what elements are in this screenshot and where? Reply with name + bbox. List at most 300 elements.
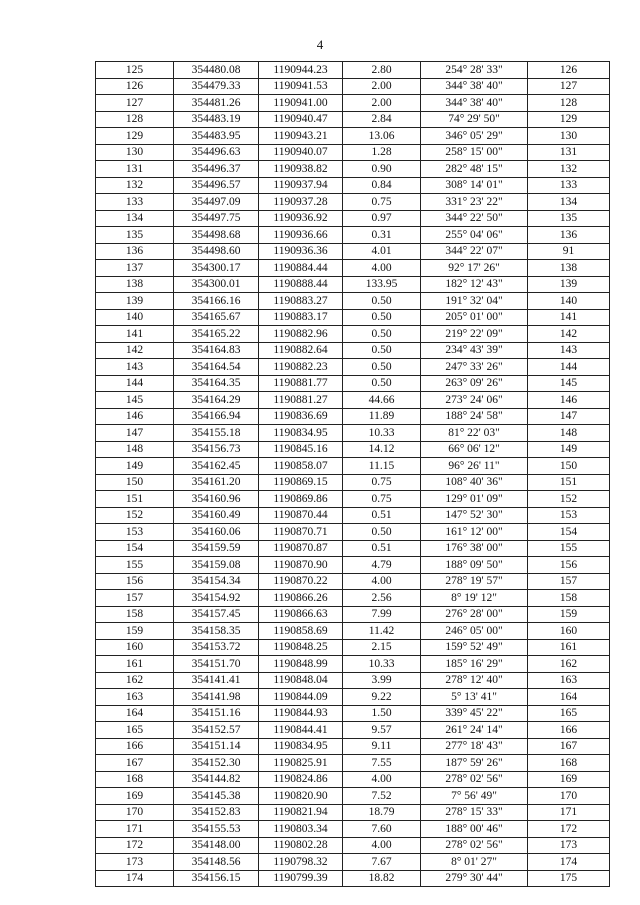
bearing-cell: 185° 16' 29" xyxy=(421,656,528,673)
next-point-cell: 166 xyxy=(528,722,610,739)
x-coordinate-cell: 354157.45 xyxy=(174,606,259,623)
point-number-cell: 149 xyxy=(96,458,174,475)
next-point-cell: 172 xyxy=(528,821,610,838)
bearing-cell: 96° 26' 11" xyxy=(421,458,528,475)
table-row xyxy=(96,573,610,590)
point-number-cell: 145 xyxy=(96,392,174,409)
x-coordinate-cell: 354154.92 xyxy=(174,590,259,607)
x-coordinate-cell: 354496.37 xyxy=(174,161,259,178)
bearing-cell: 344° 38' 40" xyxy=(421,95,528,112)
table-row xyxy=(96,870,610,887)
y-coordinate-cell: 1190799.39 xyxy=(259,870,343,887)
y-coordinate-cell: 1190866.63 xyxy=(259,606,343,623)
bearing-cell: 346° 05' 29" xyxy=(421,128,528,145)
y-coordinate-cell: 1190881.27 xyxy=(259,392,343,409)
next-point-cell: 132 xyxy=(528,161,610,178)
y-coordinate-cell: 1190825.91 xyxy=(259,755,343,772)
bearing-cell: 246° 05' 00" xyxy=(421,623,528,640)
point-number-cell: 142 xyxy=(96,342,174,359)
distance-cell: 18.79 xyxy=(343,804,421,821)
next-point-cell: 150 xyxy=(528,458,610,475)
bearing-cell: 277° 18' 43" xyxy=(421,738,528,755)
x-coordinate-cell: 354161.20 xyxy=(174,474,259,491)
bearing-cell: 129° 01' 09" xyxy=(421,491,528,508)
distance-cell: 4.79 xyxy=(343,557,421,574)
distance-cell: 0.51 xyxy=(343,507,421,524)
point-number-cell: 133 xyxy=(96,194,174,211)
point-number-cell: 162 xyxy=(96,672,174,689)
x-coordinate-cell: 354153.72 xyxy=(174,639,259,656)
y-coordinate-cell: 1190940.47 xyxy=(259,111,343,128)
y-coordinate-cell: 1190882.64 xyxy=(259,342,343,359)
point-number-cell: 141 xyxy=(96,326,174,343)
x-coordinate-cell: 354156.15 xyxy=(174,870,259,887)
next-point-cell: 126 xyxy=(528,62,610,79)
point-number-cell: 144 xyxy=(96,375,174,392)
next-point-cell: 158 xyxy=(528,590,610,607)
table-row xyxy=(96,458,610,475)
x-coordinate-cell: 354151.14 xyxy=(174,738,259,755)
next-point-cell: 145 xyxy=(528,375,610,392)
next-point-cell: 128 xyxy=(528,95,610,112)
next-point-cell: 136 xyxy=(528,227,610,244)
distance-cell: 2.15 xyxy=(343,639,421,656)
table-row xyxy=(96,606,610,623)
y-coordinate-cell: 1190882.96 xyxy=(259,326,343,343)
table-row xyxy=(96,722,610,739)
distance-cell: 0.50 xyxy=(343,342,421,359)
table-row xyxy=(96,111,610,128)
bearing-cell: 191° 32' 04" xyxy=(421,293,528,310)
y-coordinate-cell: 1190803.34 xyxy=(259,821,343,838)
y-coordinate-cell: 1190941.53 xyxy=(259,78,343,95)
bearing-cell: 187° 59' 26" xyxy=(421,755,528,772)
next-point-cell: 133 xyxy=(528,177,610,194)
next-point-cell: 152 xyxy=(528,491,610,508)
x-coordinate-cell: 354159.08 xyxy=(174,557,259,574)
bearing-cell: 188° 09' 50" xyxy=(421,557,528,574)
distance-cell: 4.00 xyxy=(343,260,421,277)
table-row xyxy=(96,392,610,409)
table-row xyxy=(96,326,610,343)
bearing-cell: 108° 40' 36" xyxy=(421,474,528,491)
bearing-cell: 219° 22' 09" xyxy=(421,326,528,343)
table-row xyxy=(96,821,610,838)
next-point-cell: 171 xyxy=(528,804,610,821)
distance-cell: 2.00 xyxy=(343,95,421,112)
distance-cell: 4.01 xyxy=(343,243,421,260)
table-row xyxy=(96,161,610,178)
point-number-cell: 134 xyxy=(96,210,174,227)
distance-cell: 18.82 xyxy=(343,870,421,887)
x-coordinate-cell: 354160.96 xyxy=(174,491,259,508)
x-coordinate-cell: 354148.56 xyxy=(174,854,259,871)
distance-cell: 0.50 xyxy=(343,309,421,326)
next-point-cell: 91 xyxy=(528,243,610,260)
table-row xyxy=(96,738,610,755)
bearing-cell: 147° 52' 30" xyxy=(421,507,528,524)
table-row xyxy=(96,276,610,293)
x-coordinate-cell: 354496.57 xyxy=(174,177,259,194)
next-point-cell: 173 xyxy=(528,837,610,854)
point-number-cell: 127 xyxy=(96,95,174,112)
distance-cell: 1.50 xyxy=(343,705,421,722)
x-coordinate-cell: 354480.08 xyxy=(174,62,259,79)
next-point-cell: 134 xyxy=(528,194,610,211)
point-number-cell: 154 xyxy=(96,540,174,557)
next-point-cell: 143 xyxy=(528,342,610,359)
point-number-cell: 151 xyxy=(96,491,174,508)
y-coordinate-cell: 1190844.41 xyxy=(259,722,343,739)
point-number-cell: 159 xyxy=(96,623,174,640)
next-point-cell: 169 xyxy=(528,771,610,788)
distance-cell: 0.50 xyxy=(343,524,421,541)
table-row xyxy=(96,771,610,788)
table-row xyxy=(96,590,610,607)
y-coordinate-cell: 1190858.07 xyxy=(259,458,343,475)
bearing-cell: 188° 24' 58" xyxy=(421,408,528,425)
distance-cell: 13.06 xyxy=(343,128,421,145)
point-number-cell: 168 xyxy=(96,771,174,788)
point-number-cell: 173 xyxy=(96,854,174,871)
distance-cell: 0.31 xyxy=(343,227,421,244)
x-coordinate-cell: 354151.16 xyxy=(174,705,259,722)
y-coordinate-cell: 1190882.23 xyxy=(259,359,343,376)
next-point-cell: 130 xyxy=(528,128,610,145)
y-coordinate-cell: 1190824.86 xyxy=(259,771,343,788)
next-point-cell: 157 xyxy=(528,573,610,590)
point-number-cell: 140 xyxy=(96,309,174,326)
distance-cell: 4.00 xyxy=(343,837,421,854)
x-coordinate-cell: 354483.19 xyxy=(174,111,259,128)
table-row xyxy=(96,95,610,112)
x-coordinate-cell: 354141.98 xyxy=(174,689,259,706)
table-row xyxy=(96,623,610,640)
next-point-cell: 151 xyxy=(528,474,610,491)
distance-cell: 7.67 xyxy=(343,854,421,871)
x-coordinate-cell: 354497.09 xyxy=(174,194,259,211)
distance-cell: 0.50 xyxy=(343,293,421,310)
next-point-cell: 161 xyxy=(528,639,610,656)
x-coordinate-cell: 354162.45 xyxy=(174,458,259,475)
coordinates-table-body xyxy=(96,62,610,887)
x-coordinate-cell: 354145.38 xyxy=(174,788,259,805)
point-number-cell: 165 xyxy=(96,722,174,739)
distance-cell: 9.22 xyxy=(343,689,421,706)
bearing-cell: 344° 38' 40" xyxy=(421,78,528,95)
next-point-cell: 154 xyxy=(528,524,610,541)
point-number-cell: 146 xyxy=(96,408,174,425)
y-coordinate-cell: 1190870.22 xyxy=(259,573,343,590)
distance-cell: 11.42 xyxy=(343,623,421,640)
bearing-cell: 278° 02' 56" xyxy=(421,771,528,788)
x-coordinate-cell: 354160.49 xyxy=(174,507,259,524)
bearing-cell: 278° 12' 40" xyxy=(421,672,528,689)
bearing-cell: 344° 22' 07" xyxy=(421,243,528,260)
x-coordinate-cell: 354164.35 xyxy=(174,375,259,392)
y-coordinate-cell: 1190936.92 xyxy=(259,210,343,227)
bearing-cell: 331° 23' 22" xyxy=(421,194,528,211)
point-number-cell: 164 xyxy=(96,705,174,722)
distance-cell: 1.28 xyxy=(343,144,421,161)
y-coordinate-cell: 1190938.82 xyxy=(259,161,343,178)
bearing-cell: 5° 13' 41" xyxy=(421,689,528,706)
distance-cell: 133.95 xyxy=(343,276,421,293)
next-point-cell: 164 xyxy=(528,689,610,706)
distance-cell: 14.12 xyxy=(343,441,421,458)
x-coordinate-cell: 354300.01 xyxy=(174,276,259,293)
point-number-cell: 125 xyxy=(96,62,174,79)
distance-cell: 7.60 xyxy=(343,821,421,838)
next-point-cell: 142 xyxy=(528,326,610,343)
y-coordinate-cell: 1190940.07 xyxy=(259,144,343,161)
y-coordinate-cell: 1190834.95 xyxy=(259,738,343,755)
point-number-cell: 174 xyxy=(96,870,174,887)
next-point-cell: 170 xyxy=(528,788,610,805)
table-row xyxy=(96,804,610,821)
distance-cell: 3.99 xyxy=(343,672,421,689)
distance-cell: 7.99 xyxy=(343,606,421,623)
distance-cell: 2.80 xyxy=(343,62,421,79)
next-point-cell: 139 xyxy=(528,276,610,293)
next-point-cell: 163 xyxy=(528,672,610,689)
x-coordinate-cell: 354166.94 xyxy=(174,408,259,425)
y-coordinate-cell: 1190941.00 xyxy=(259,95,343,112)
distance-cell: 0.50 xyxy=(343,326,421,343)
point-number-cell: 153 xyxy=(96,524,174,541)
point-number-cell: 156 xyxy=(96,573,174,590)
table-row xyxy=(96,210,610,227)
bearing-cell: 8° 19' 12" xyxy=(421,590,528,607)
bearing-cell: 8° 01' 27" xyxy=(421,854,528,871)
table-row xyxy=(96,309,610,326)
x-coordinate-cell: 354165.67 xyxy=(174,309,259,326)
point-number-cell: 135 xyxy=(96,227,174,244)
point-number-cell: 130 xyxy=(96,144,174,161)
coordinates-table xyxy=(95,61,610,887)
bearing-cell: 278° 19' 57" xyxy=(421,573,528,590)
next-point-cell: 174 xyxy=(528,854,610,871)
point-number-cell: 170 xyxy=(96,804,174,821)
next-point-cell: 175 xyxy=(528,870,610,887)
x-coordinate-cell: 354155.18 xyxy=(174,425,259,442)
bearing-cell: 263° 09' 26" xyxy=(421,375,528,392)
next-point-cell: 131 xyxy=(528,144,610,161)
page-number: 4 xyxy=(316,37,324,52)
table-row xyxy=(96,672,610,689)
point-number-cell: 171 xyxy=(96,821,174,838)
bearing-cell: 278° 02' 56" xyxy=(421,837,528,854)
x-coordinate-cell: 354154.34 xyxy=(174,573,259,590)
y-coordinate-cell: 1190844.09 xyxy=(259,689,343,706)
x-coordinate-cell: 354160.06 xyxy=(174,524,259,541)
table-row xyxy=(96,837,610,854)
distance-cell: 44.66 xyxy=(343,392,421,409)
table-row xyxy=(96,408,610,425)
point-number-cell: 155 xyxy=(96,557,174,574)
x-coordinate-cell: 354164.83 xyxy=(174,342,259,359)
x-coordinate-cell: 354498.60 xyxy=(174,243,259,260)
distance-cell: 0.75 xyxy=(343,194,421,211)
point-number-cell: 128 xyxy=(96,111,174,128)
bearing-cell: 81° 22' 03" xyxy=(421,425,528,442)
next-point-cell: 162 xyxy=(528,656,610,673)
point-number-cell: 152 xyxy=(96,507,174,524)
x-coordinate-cell: 354141.41 xyxy=(174,672,259,689)
y-coordinate-cell: 1190834.95 xyxy=(259,425,343,442)
table-row xyxy=(96,656,610,673)
distance-cell: 10.33 xyxy=(343,656,421,673)
y-coordinate-cell: 1190883.27 xyxy=(259,293,343,310)
y-coordinate-cell: 1190858.69 xyxy=(259,623,343,640)
y-coordinate-cell: 1190848.04 xyxy=(259,672,343,689)
bearing-cell: 258° 15' 00" xyxy=(421,144,528,161)
table-row xyxy=(96,177,610,194)
x-coordinate-cell: 354144.82 xyxy=(174,771,259,788)
table-row xyxy=(96,524,610,541)
distance-cell: 2.84 xyxy=(343,111,421,128)
bearing-cell: 159° 52' 49" xyxy=(421,639,528,656)
y-coordinate-cell: 1190936.66 xyxy=(259,227,343,244)
table-row xyxy=(96,441,610,458)
bearing-cell: 273° 24' 06" xyxy=(421,392,528,409)
x-coordinate-cell: 354164.54 xyxy=(174,359,259,376)
distance-cell: 0.90 xyxy=(343,161,421,178)
table-row xyxy=(96,375,610,392)
next-point-cell: 167 xyxy=(528,738,610,755)
distance-cell: 0.50 xyxy=(343,359,421,376)
x-coordinate-cell: 354159.59 xyxy=(174,540,259,557)
bearing-cell: 344° 22' 50" xyxy=(421,210,528,227)
point-number-cell: 126 xyxy=(96,78,174,95)
point-number-cell: 166 xyxy=(96,738,174,755)
point-number-cell: 143 xyxy=(96,359,174,376)
bearing-cell: 92° 17' 26" xyxy=(421,260,528,277)
y-coordinate-cell: 1190881.77 xyxy=(259,375,343,392)
y-coordinate-cell: 1190870.87 xyxy=(259,540,343,557)
y-coordinate-cell: 1190870.44 xyxy=(259,507,343,524)
next-point-cell: 147 xyxy=(528,408,610,425)
bearing-cell: 255° 04' 06" xyxy=(421,227,528,244)
bearing-cell: 339° 45' 22" xyxy=(421,705,528,722)
distance-cell: 9.57 xyxy=(343,722,421,739)
table-row xyxy=(96,854,610,871)
table-row xyxy=(96,755,610,772)
point-number-cell: 129 xyxy=(96,128,174,145)
table-row xyxy=(96,260,610,277)
x-coordinate-cell: 354479.33 xyxy=(174,78,259,95)
point-number-cell: 158 xyxy=(96,606,174,623)
y-coordinate-cell: 1190869.86 xyxy=(259,491,343,508)
table-row xyxy=(96,705,610,722)
y-coordinate-cell: 1190936.36 xyxy=(259,243,343,260)
y-coordinate-cell: 1190802.28 xyxy=(259,837,343,854)
x-coordinate-cell: 354148.00 xyxy=(174,837,259,854)
x-coordinate-cell: 354497.75 xyxy=(174,210,259,227)
distance-cell: 7.55 xyxy=(343,755,421,772)
table-row xyxy=(96,227,610,244)
point-number-cell: 161 xyxy=(96,656,174,673)
table-row xyxy=(96,293,610,310)
distance-cell: 0.51 xyxy=(343,540,421,557)
y-coordinate-cell: 1190848.25 xyxy=(259,639,343,656)
y-coordinate-cell: 1190798.32 xyxy=(259,854,343,871)
point-number-cell: 150 xyxy=(96,474,174,491)
next-point-cell: 148 xyxy=(528,425,610,442)
point-number-cell: 163 xyxy=(96,689,174,706)
next-point-cell: 160 xyxy=(528,623,610,640)
x-coordinate-cell: 354166.16 xyxy=(174,293,259,310)
bearing-cell: 161° 12' 00" xyxy=(421,524,528,541)
point-number-cell: 132 xyxy=(96,177,174,194)
x-coordinate-cell: 354165.22 xyxy=(174,326,259,343)
bearing-cell: 66° 06' 12" xyxy=(421,441,528,458)
distance-cell: 4.00 xyxy=(343,771,421,788)
next-point-cell: 141 xyxy=(528,309,610,326)
y-coordinate-cell: 1190888.44 xyxy=(259,276,343,293)
table-row xyxy=(96,128,610,145)
x-coordinate-cell: 354481.26 xyxy=(174,95,259,112)
distance-cell: 7.52 xyxy=(343,788,421,805)
next-point-cell: 165 xyxy=(528,705,610,722)
bearing-cell: 276° 28' 00" xyxy=(421,606,528,623)
x-coordinate-cell: 354483.95 xyxy=(174,128,259,145)
point-number-cell: 157 xyxy=(96,590,174,607)
bearing-cell: 74° 29' 50" xyxy=(421,111,528,128)
point-number-cell: 137 xyxy=(96,260,174,277)
next-point-cell: 155 xyxy=(528,540,610,557)
distance-cell: 0.50 xyxy=(343,375,421,392)
x-coordinate-cell: 354151.70 xyxy=(174,656,259,673)
y-coordinate-cell: 1190869.15 xyxy=(259,474,343,491)
point-number-cell: 172 xyxy=(96,837,174,854)
distance-cell: 0.97 xyxy=(343,210,421,227)
next-point-cell: 144 xyxy=(528,359,610,376)
x-coordinate-cell: 354152.30 xyxy=(174,755,259,772)
table-row xyxy=(96,557,610,574)
bearing-cell: 279° 30' 44" xyxy=(421,870,528,887)
distance-cell: 11.89 xyxy=(343,408,421,425)
x-coordinate-cell: 354496.63 xyxy=(174,144,259,161)
point-number-cell: 139 xyxy=(96,293,174,310)
next-point-cell: 146 xyxy=(528,392,610,409)
distance-cell: 0.75 xyxy=(343,474,421,491)
table-row xyxy=(96,342,610,359)
table-row xyxy=(96,78,610,95)
distance-cell: 9.11 xyxy=(343,738,421,755)
next-point-cell: 138 xyxy=(528,260,610,277)
next-point-cell: 140 xyxy=(528,293,610,310)
y-coordinate-cell: 1190943.21 xyxy=(259,128,343,145)
y-coordinate-cell: 1190884.44 xyxy=(259,260,343,277)
point-number-cell: 160 xyxy=(96,639,174,656)
next-point-cell: 135 xyxy=(528,210,610,227)
bearing-cell: 7° 56' 49" xyxy=(421,788,528,805)
x-coordinate-cell: 354300.17 xyxy=(174,260,259,277)
bearing-cell: 188° 00' 46" xyxy=(421,821,528,838)
table-row xyxy=(96,425,610,442)
bearing-cell: 308° 14' 01" xyxy=(421,177,528,194)
point-number-cell: 169 xyxy=(96,788,174,805)
bearing-cell: 205° 01' 00" xyxy=(421,309,528,326)
point-number-cell: 136 xyxy=(96,243,174,260)
distance-cell: 2.56 xyxy=(343,590,421,607)
next-point-cell: 127 xyxy=(528,78,610,95)
next-point-cell: 129 xyxy=(528,111,610,128)
distance-cell: 2.00 xyxy=(343,78,421,95)
y-coordinate-cell: 1190937.28 xyxy=(259,194,343,211)
bearing-cell: 234° 43' 39" xyxy=(421,342,528,359)
